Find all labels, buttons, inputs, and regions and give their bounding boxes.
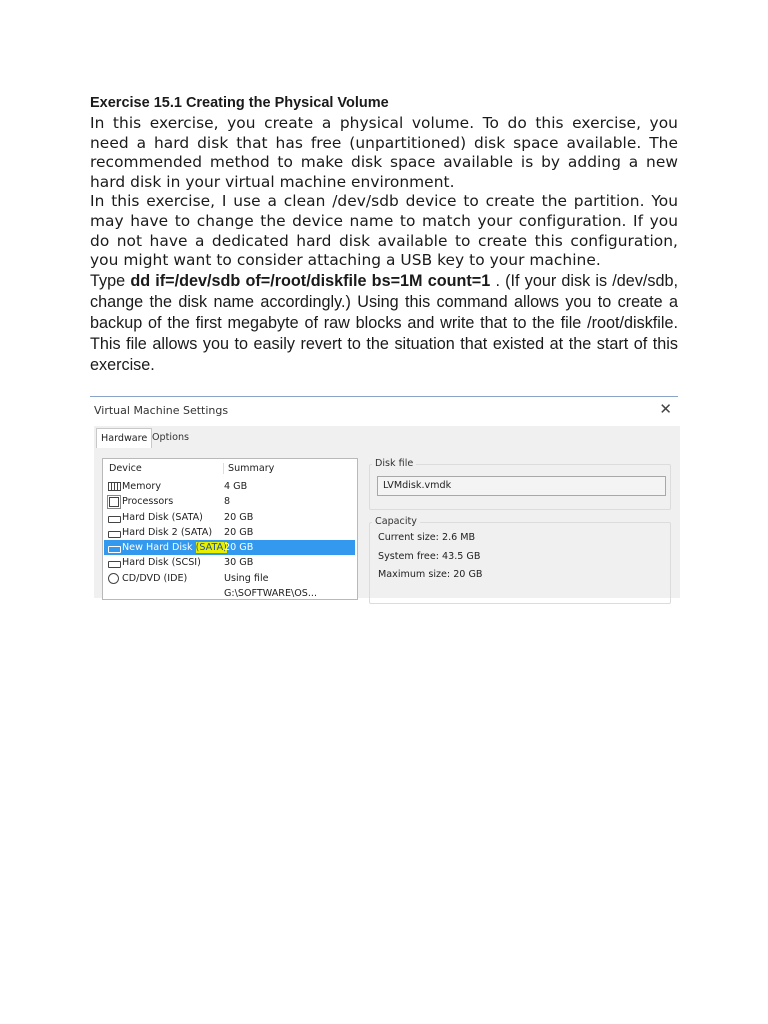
close-icon[interactable]: ✕ (659, 400, 672, 418)
vm-settings-screenshot (90, 398, 680, 599)
highlighted-text: (SATA) (195, 542, 227, 553)
exercise-heading: Exercise 15.1 Creating the Physical Volume (90, 95, 389, 111)
processor-icon (109, 497, 119, 507)
disk-file-label: Disk file (372, 458, 416, 469)
tab-hardware[interactable]: Hardware (96, 428, 152, 449)
system-free: System free: 43.5 GB (378, 551, 481, 562)
device-name: Hard Disk 2 (SATA) (122, 527, 213, 538)
cd-dvd-icon (108, 573, 119, 584)
device-summary: Using file G:\SOFTWARE\OS... (224, 573, 318, 599)
device-row-cd-dvd[interactable] (104, 571, 355, 599)
disk-file-field[interactable]: LVMdisk.vmdk (377, 476, 666, 496)
device-row-new-hard-disk[interactable] (104, 540, 355, 555)
device-name: Hard Disk (SATA) (122, 512, 203, 523)
hard-disk-icon (108, 531, 121, 538)
capacity-label: Capacity (372, 516, 420, 527)
device-name: CD/DVD (IDE) (122, 573, 188, 584)
device-name: Hard Disk (SCSI) (122, 557, 201, 568)
device-summary: 30 GB (224, 557, 254, 568)
device-row-processors[interactable] (104, 494, 355, 509)
hard-disk-icon (108, 546, 121, 553)
device-name-prefix: New Hard Disk (122, 542, 196, 553)
tab-options[interactable]: Options (152, 432, 190, 443)
device-summary: 20 GB (224, 527, 254, 538)
device-row-hard-disk-scsi[interactable] (104, 555, 355, 570)
device-summary: 4 GB (224, 481, 248, 492)
device-row-hard-disk-2-sata[interactable] (104, 525, 355, 540)
maximum-size: Maximum size: 20 GB (378, 569, 483, 580)
dd-command: dd if=/dev/sdb of=/root/diskfile bs=1M count=1 (130, 271, 491, 290)
tab-bar (94, 426, 680, 449)
device-name (122, 540, 227, 555)
paragraph-intro: In this exercise, you create a physical volume. To do this exercise, you need a hard disk that has free (unpartitioned) disk space available. The recommended method to make disk space available is by adding a new hard disk in your virtual machine environment. (90, 114, 678, 191)
device-summary: 20 GB (224, 512, 254, 523)
command-prefix: Type (90, 271, 131, 290)
document-body (90, 94, 678, 376)
device-name: Processors (122, 496, 174, 507)
memory-icon (108, 482, 121, 491)
hard-disk-icon (108, 516, 121, 523)
list-header (107, 463, 353, 477)
hard-disk-icon (108, 561, 121, 568)
divider-line (90, 396, 678, 397)
paragraph-command (90, 271, 678, 376)
current-size: Current size: 2.6 MB (378, 532, 476, 543)
device-summary: 8 (224, 496, 231, 507)
device-summary: 20 GB (224, 542, 254, 553)
command-explanation: . (If your disk is /dev/sdb, change the disk name accordingly.) Using this command allows you to create a backup of the first megabyte of raw blocks and write that to the file /root/diskfile. This file allows you to easily revert to the situation that existed at the start of this exercise. (90, 271, 679, 374)
device-list (102, 458, 358, 600)
device-name: Memory (122, 481, 162, 492)
column-summary[interactable]: Summary (223, 463, 274, 474)
paragraph-device: In this exercise, I use a clean /dev/sdb device to create the partition. You may have to change the device name to match your configuration. If you do not have a dedicated hard disk available to create this configuration, you might want to consider attaching a USB key to your machine. (90, 192, 678, 270)
device-row-hard-disk-sata[interactable] (104, 510, 355, 525)
window-title: Virtual Machine Settings (94, 404, 229, 417)
column-device[interactable]: Device (109, 463, 142, 474)
device-row-memory[interactable] (104, 479, 355, 494)
